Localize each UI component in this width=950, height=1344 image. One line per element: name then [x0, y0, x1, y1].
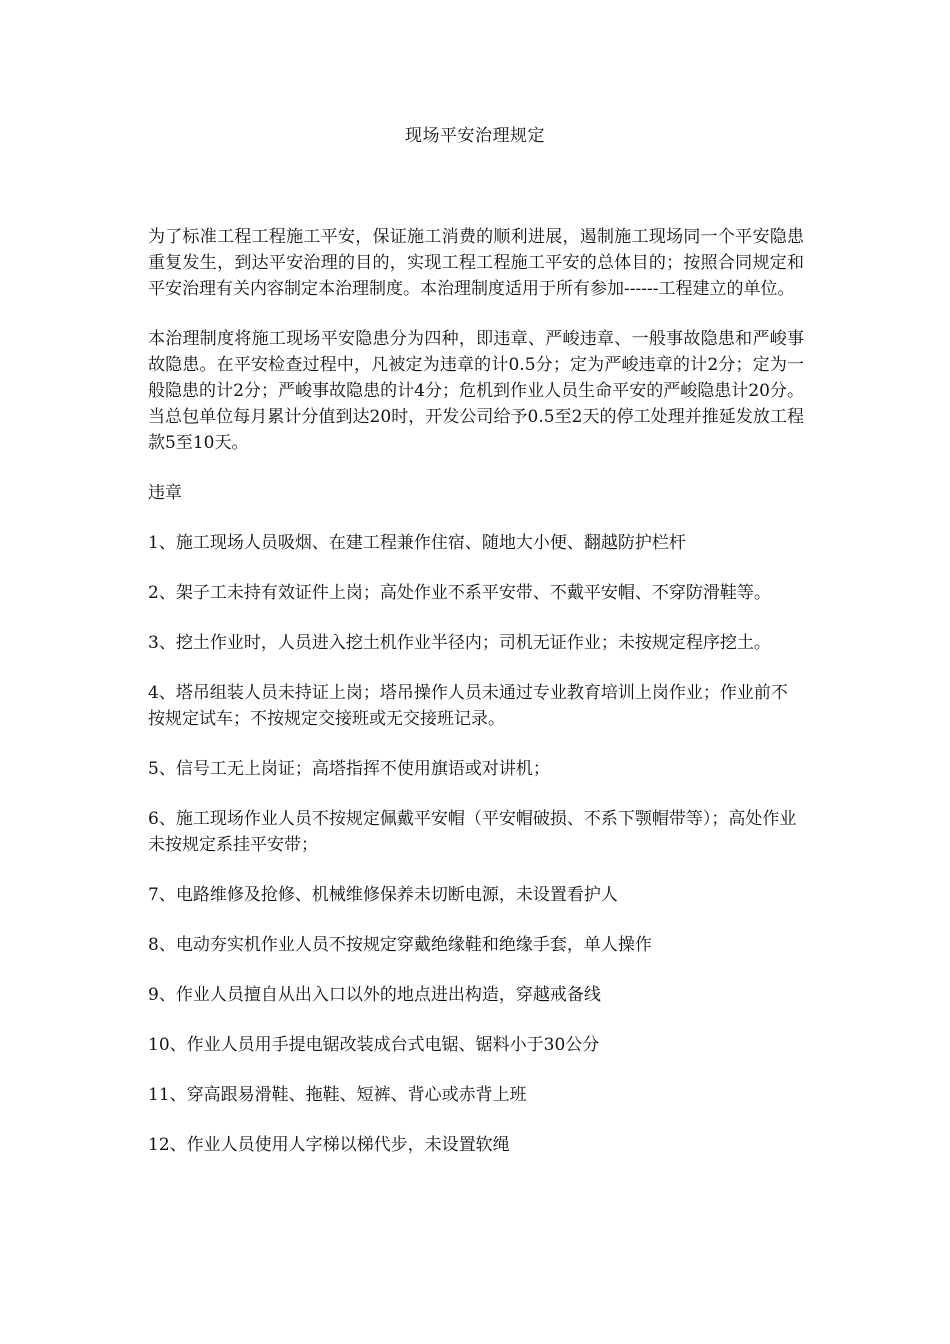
- list-item: 8、电动夯实机作业人员不按规定穿戴绝缘鞋和绝缘手套，单人操作: [148, 935, 652, 955]
- list-item: 1、施工现场人员吸烟、在建工程兼作住宿、随地大小便、翻越防护栏杆: [148, 533, 686, 553]
- list-item: 4、塔吊组装人员未持证上岗；塔吊操作人员未通过专业教育培训上岗作业；作业前不按规定试车；不按规定交接班或无交接班记录。: [148, 683, 788, 729]
- list-item: 3、挖土作业时，人员进入挖土机作业半径内；司机无证作业；未按规定程序挖土。: [148, 633, 771, 653]
- list-item: 5、信号工无上岗证；高塔指挥不使用旗语或对讲机；: [148, 759, 550, 779]
- section-heading: 违章: [148, 483, 182, 503]
- document-body: [148, 224, 804, 1182]
- document-title: 现场平安治理规定: [405, 126, 545, 146]
- list-item: 11、穿高跟易滑鞋、拖鞋、短裤、背心或赤背上班: [148, 1085, 527, 1105]
- list-item: 2、架子工未持有效证件上岗；高处作业不系平安带、不戴平安帽、不穿防滑鞋等。: [148, 583, 771, 603]
- list-item: 9、作业人员擅自从出入口以外的地点进出构造，穿越戒备线: [148, 985, 601, 1005]
- list-item: 6、施工现场作业人员不按规定佩戴平安帽（平安帽破损、不系下颚帽带等）；高处作业未按规定系挂平安带；: [148, 809, 797, 855]
- list-item: 12、作业人员使用人字梯以梯代步，未设置软绳: [148, 1135, 510, 1155]
- intro-paragraph-2: 本治理制度将施工现场平安隐患分为四种，即违章、严峻违章、一般事故隐患和严峻事故隐患。在平安检查过程中，凡被定为违章的计0.5分；定为严峻违章的计2分；定为一般隐患的计2分；严峻事故隐患的计4分；危机到作业人员生命平安的严峻隐患计20分。当总包单位每月累计分值到达20时，开发公司给予0.5至2天的停工处理并推延发放工程款5至10天。: [148, 329, 804, 453]
- list-item: 7、电路维修及抢修、机械维修保养未切断电源，未设置看护人: [148, 885, 618, 905]
- list-item: 10、作业人员用手提电锯改装成台式电锯、锯料小于30公分: [148, 1035, 600, 1055]
- intro-paragraph-1: 为了标准工程工程施工平安，保证施工消费的顺利进展，遏制施工现场同一个平安隐患重复发生，到达平安治理的目的，实现工程工程施工平安的总体目的；按照合同规定和平安治理有关内容制定本治理制度。本治理制度适用于所有参加------工程建立的单位。: [148, 227, 804, 299]
